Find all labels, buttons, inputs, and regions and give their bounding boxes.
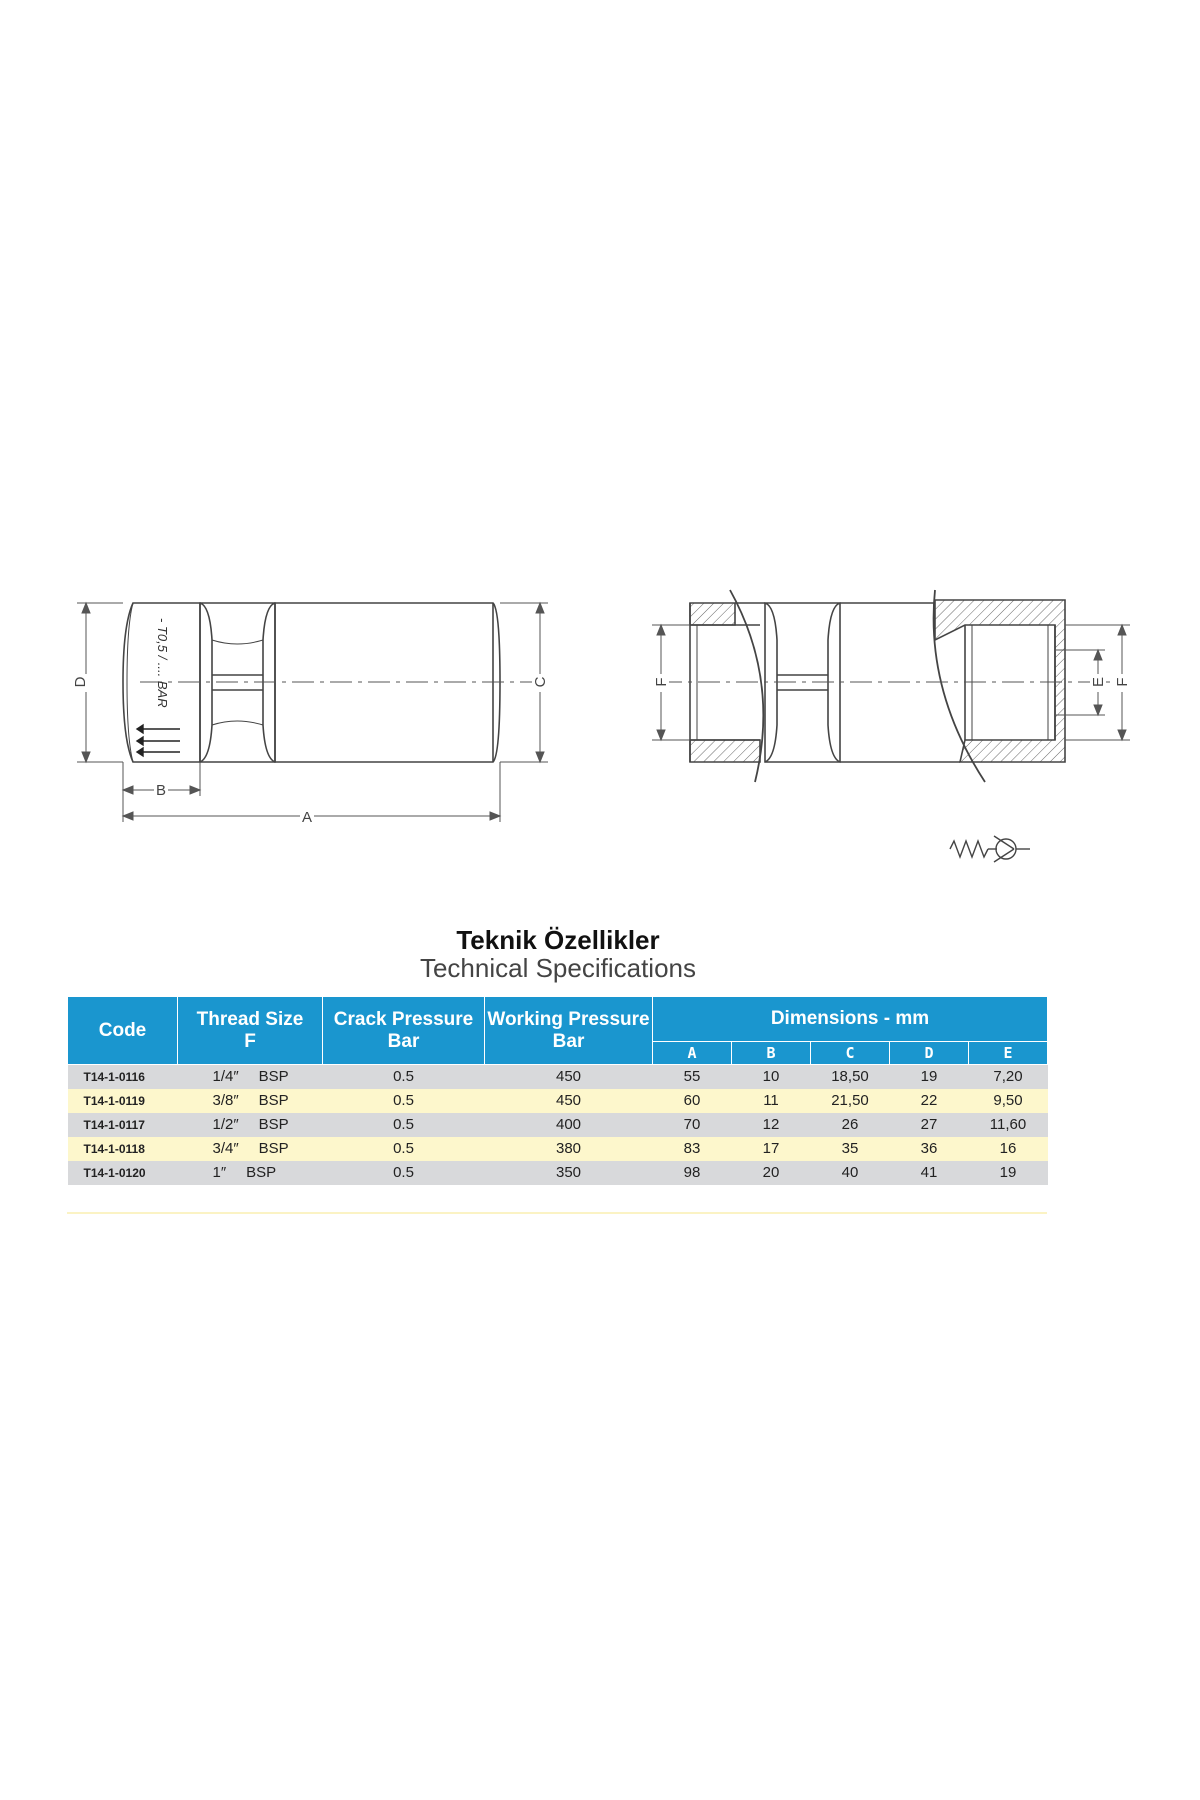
- table-row: [68, 1113, 1048, 1137]
- table-row: [68, 1137, 1048, 1161]
- page-subtitle: Technical Specifications: [419, 953, 697, 983]
- dim-label-c: C: [531, 676, 549, 688]
- cell-working: 400: [485, 1113, 653, 1137]
- cell-b: 12: [732, 1113, 811, 1137]
- cell-a: 70: [653, 1113, 732, 1137]
- cell-a: 60: [653, 1089, 732, 1113]
- dimension-lines: [77, 603, 548, 822]
- cell-thread: 1/4″ BSP: [178, 1065, 323, 1090]
- cell-d: 22: [890, 1089, 969, 1113]
- header-crack-pressure: Crack Pressure Bar: [323, 997, 485, 1065]
- table-row: [68, 1065, 1048, 1090]
- cell-c: 35: [811, 1137, 890, 1161]
- header-thread-size: Thread Size F: [178, 997, 323, 1065]
- dim-label-f-left: F: [652, 677, 670, 687]
- cell-a: 98: [653, 1161, 732, 1185]
- cell-e: 7,20: [969, 1065, 1048, 1090]
- cell-d: 27: [890, 1113, 969, 1137]
- dim-label-b: B: [155, 782, 167, 799]
- specifications-table: [67, 996, 1048, 1185]
- dim-label-f-right: F: [1113, 677, 1131, 687]
- cell-a: 55: [653, 1065, 732, 1090]
- cell-b: 17: [732, 1137, 811, 1161]
- cell-crack: 0.5: [323, 1089, 485, 1113]
- table-row: [68, 1089, 1048, 1113]
- header-code: Code: [68, 997, 178, 1065]
- cell-e: 9,50: [969, 1089, 1048, 1113]
- cell-c: 26: [811, 1113, 890, 1137]
- cell-thread: 1/2″ BSP: [178, 1113, 323, 1137]
- cell-e: 16: [969, 1137, 1048, 1161]
- header-dim-e: E: [969, 1042, 1048, 1065]
- cell-working: 450: [485, 1089, 653, 1113]
- cell-crack: 0.5: [323, 1161, 485, 1185]
- cell-c: 40: [811, 1161, 890, 1185]
- cell-c: 18,50: [811, 1065, 890, 1090]
- cell-working: 350: [485, 1161, 653, 1185]
- cell-e: 11,60: [969, 1113, 1048, 1137]
- cell-code: T14-1-0120: [68, 1161, 178, 1185]
- header-working-pressure: Working Pressure Bar: [485, 997, 653, 1065]
- cell-b: 10: [732, 1065, 811, 1090]
- header-dim-d: D: [890, 1042, 969, 1065]
- cell-crack: 0.5: [323, 1137, 485, 1161]
- dim-label-e: E: [1089, 676, 1107, 688]
- cell-code: T14-1-0118: [68, 1137, 178, 1161]
- cell-code: T14-1-0116: [68, 1065, 178, 1090]
- body-marking: - T0,5 / .... BAR: [155, 618, 170, 708]
- cell-b: 11: [732, 1089, 811, 1113]
- page-title: Teknik Özellikler: [456, 925, 660, 955]
- section-view-drawing: [660, 590, 1110, 782]
- cell-d: 19: [890, 1065, 969, 1090]
- cell-e: 19: [969, 1161, 1048, 1185]
- cell-working: 450: [485, 1065, 653, 1090]
- cell-crack: 0.5: [323, 1065, 485, 1090]
- cell-thread: 1″ BSP: [178, 1161, 323, 1185]
- cell-d: 41: [890, 1161, 969, 1185]
- side-view-drawing: [123, 603, 540, 762]
- cell-working: 380: [485, 1137, 653, 1161]
- cell-a: 83: [653, 1137, 732, 1161]
- cell-b: 20: [732, 1161, 811, 1185]
- flow-arrows-icon: [137, 725, 180, 756]
- cell-code: T14-1-0117: [68, 1113, 178, 1137]
- cell-c: 21,50: [811, 1089, 890, 1113]
- header-dim-a: A: [653, 1042, 732, 1065]
- cell-crack: 0.5: [323, 1113, 485, 1137]
- table-row: [68, 1161, 1048, 1185]
- cell-code: T14-1-0119: [68, 1089, 178, 1113]
- cell-d: 36: [890, 1137, 969, 1161]
- section-title-block: [0, 926, 1116, 982]
- cell-thread: 3/4″ BSP: [178, 1137, 323, 1161]
- header-dimensions: Dimensions - mm: [653, 997, 1048, 1042]
- dim-label-a: A: [301, 809, 313, 826]
- header-dim-c: C: [811, 1042, 890, 1065]
- dim-label-d: D: [71, 676, 89, 688]
- check-valve-symbol-icon: [950, 836, 1030, 862]
- table-footer-divider: [67, 1212, 1047, 1214]
- cell-thread: 3/8″ BSP: [178, 1089, 323, 1113]
- header-dim-b: B: [732, 1042, 811, 1065]
